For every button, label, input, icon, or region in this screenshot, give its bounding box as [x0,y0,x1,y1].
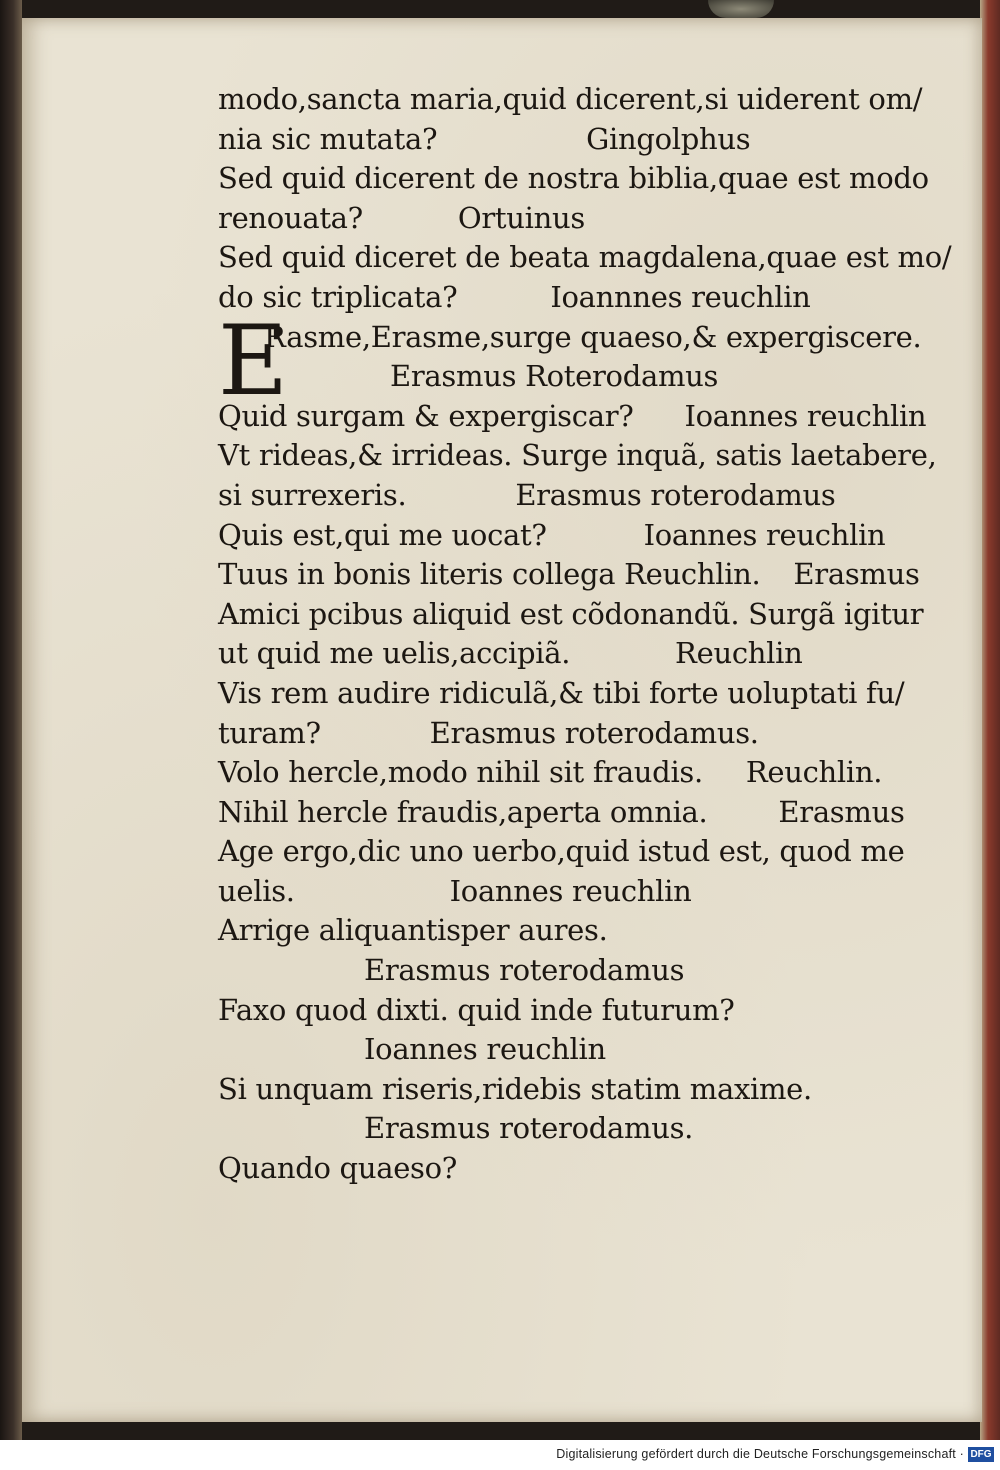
text-line [218,634,938,674]
speaker-name: Erasmus [778,794,905,829]
speaker-name: Erasmus roterodamus. [429,715,759,750]
line-text: si surrexeris. [218,477,407,512]
line-text: Si unquam riseris,ridebis statim maxime. [218,1071,812,1106]
book-edge [980,0,1000,1440]
speaker-name: Ioannnes reuchlin [550,279,811,314]
text-line [218,436,938,476]
line-text: do sic triplicata? [218,279,458,314]
line-text: turam? [218,715,321,750]
speaker-name: Reuchlin. [745,755,883,790]
line-text: renouata? [218,200,363,235]
line-text: Rasme,Erasme,surge quaeso,& expergiscere. [264,319,922,354]
line-text: Quando quaeso? [218,1151,458,1186]
line-text: Quid surgam & expergiscar? [218,398,634,433]
speaker-name: Erasmus roterodamus [515,477,836,512]
text-line [218,714,938,754]
text-line [218,951,938,991]
text-line [218,991,938,1031]
speaker-name: Ioannes reuchlin [364,1032,606,1067]
text-line [218,1030,938,1070]
text-line [218,159,938,199]
footer-credit: Digitalisierung gefördert durch die Deutsche Forschungsgemeinschaft · [556,1447,964,1461]
speaker-name: Gingolphus [586,121,751,156]
digitization-footer [0,1440,1000,1470]
text-line [218,357,938,397]
text-line [218,318,938,358]
line-text: Tuus in bonis literis collega Reuchlin. [218,557,761,592]
text-line [218,238,952,278]
text-line [218,832,938,872]
line-text: Vis rem audire ridiculã,& tibi forte uoluptati fu/ [218,675,905,710]
speaker-name: Ioannes reuchlin [643,517,886,552]
speaker-name: Erasmus roterodamus. [364,1111,694,1146]
text-line [218,1070,938,1110]
line-text: Sed quid dicerent de nostra biblia,quae est modo [218,161,929,196]
line-text: nia sic mutata? [218,121,438,156]
speaker-name: Erasmus Roterodamus [390,359,719,394]
text-block [218,80,952,1189]
text-line [218,872,938,912]
book-spine [0,0,22,1440]
line-text: Nihil hercle fraudis,aperta omnia. [218,794,708,829]
book-clasp [708,0,774,18]
text-line [218,1109,938,1149]
line-text: Faxo quod dixti. quid inde futurum? [218,992,735,1027]
speaker-name: Ioannes reuchlin [684,398,927,433]
text-line [218,1149,938,1189]
line-text: Sed quid diceret de beata magdalena,quae est mo/ [218,240,952,275]
text-line [218,476,938,516]
speaker-name: Reuchlin [675,636,803,671]
text-line [218,278,938,318]
speaker-name: Erasmus [793,557,920,592]
text-line [218,120,938,160]
text-line [218,516,938,556]
text-line [218,753,938,793]
text-line [218,674,938,714]
text-line [218,595,938,635]
line-text: Volo hercle,modo nihil sit fraudis. [218,755,703,790]
text-line [218,911,938,951]
line-text: ut quid me uelis,accipiã. [218,636,571,671]
speaker-name: Ioannes reuchlin [449,873,692,908]
line-text: modo,sancta maria,quid dicerent,si uiderent om/ [218,82,923,116]
line-text: Vt rideas,& irrideas. Surge inquã, satis laetabere, [218,438,937,473]
drop-cap: E [218,305,289,417]
line-text: Arrige aliquantisper aures. [218,913,608,948]
line-text: uelis. [218,873,295,908]
text-line [218,793,938,833]
line-text: Age ergo,dic uno uerbo,quid istud est, quod me [218,834,905,869]
text-line [218,397,938,437]
text-line [218,199,938,239]
speaker-name: Erasmus roterodamus [364,953,685,988]
text-line [218,80,938,120]
line-text: Quis est,qui me uocat? [218,517,547,552]
line-text: Amici pcibus aliquid est cõdonandũ. Surgã igitur [218,596,924,631]
dfg-logo-icon: DFG [968,1447,994,1462]
text-line [218,555,938,595]
speaker-name: Ortuinus [457,200,585,235]
